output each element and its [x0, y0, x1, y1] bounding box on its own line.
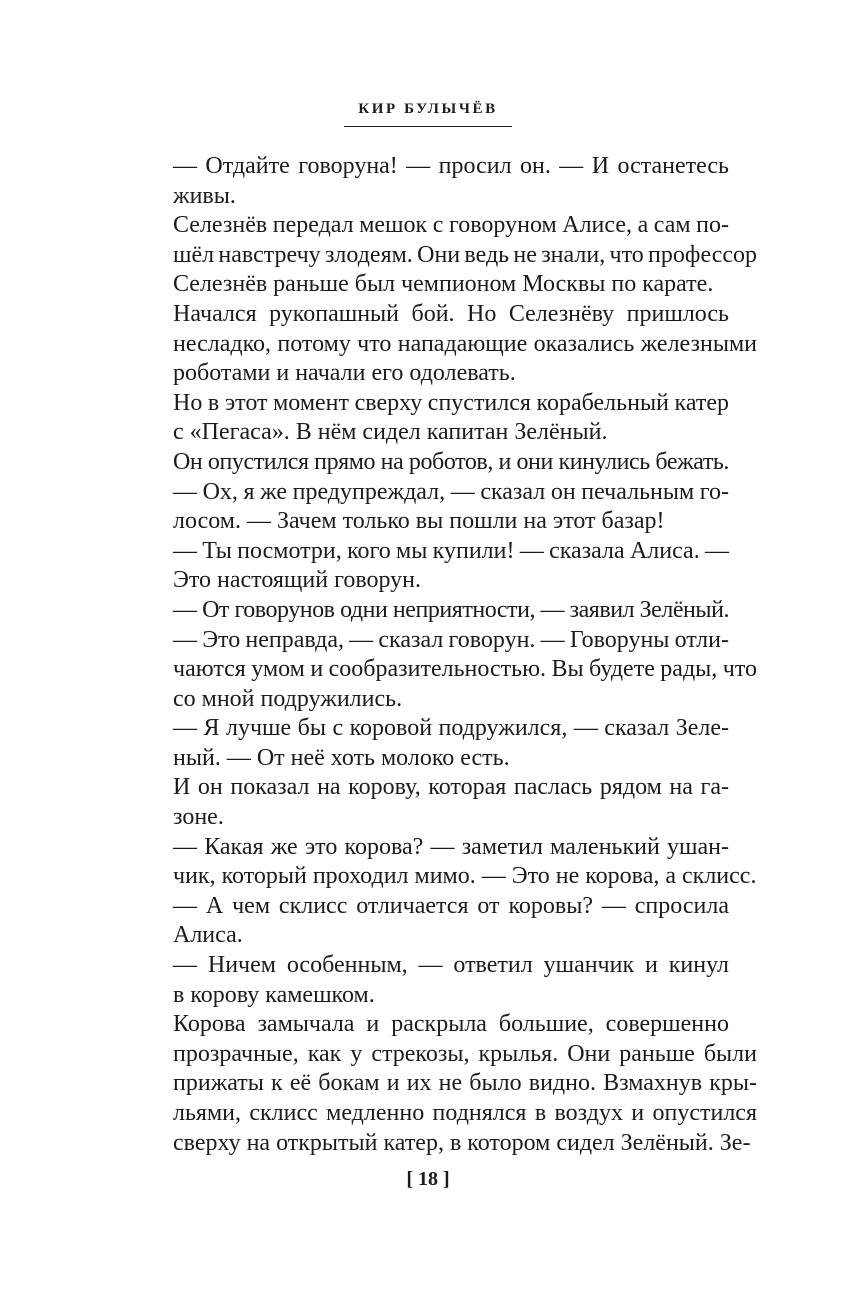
text-line: сверху на открытый катер, в котором сидел Зелёный. Зе- [173, 1129, 751, 1156]
text-line: Алиса. [173, 922, 243, 949]
text-line: — Отдайте говоруна! — просил он. — И останетесь [173, 153, 729, 179]
paragraph [145, 389, 757, 448]
text-line: лосом. — Зачем только вы пошли на этот базар! [173, 508, 665, 535]
text-line: с «Пегаса». В нём сидел капитан Зелёный. [173, 419, 608, 446]
text-line: И он показал на корову, которая паслась рядом на га- [173, 774, 729, 801]
text-line: — От говорунов одни неприятности, — заявил Зелёный. [173, 596, 729, 623]
text-line: в корову камешком. [173, 981, 375, 1008]
text-line: — Я лучше бы с коровой подружился, — сказал Зеле- [173, 715, 729, 742]
paragraph [145, 300, 757, 389]
paragraph [145, 448, 757, 478]
paragraph [145, 714, 757, 773]
text-line: Корова замычала и раскрыла большие, совершенно [173, 1011, 729, 1038]
text-line: — Ничем особенным, — ответил ушанчик и кинул [173, 952, 729, 979]
text-line: прижаты к её бокам и их не было видно. Взмахнув кры- [173, 1070, 757, 1097]
paragraph [145, 211, 757, 300]
text-line: Селезнёв раньше был чемпионом Москвы по карате. [173, 271, 714, 298]
body-text [145, 152, 757, 1158]
text-line: — Ох, я же предупреждал, — сказал он печальным го- [173, 478, 729, 505]
paragraph [145, 478, 757, 537]
paragraph [145, 152, 757, 211]
paragraph [145, 951, 757, 1010]
paragraph [145, 773, 757, 832]
paragraph [145, 833, 757, 892]
text-line: — Это неправда, — сказал говорун. — Говоруны отли- [173, 626, 729, 653]
paragraph [145, 596, 757, 626]
running-title: КИР БУЛЫЧЁВ [344, 101, 511, 127]
paragraph [145, 892, 757, 951]
text-line: чаются умом и сообразительностью. Вы будете рады, что [173, 656, 758, 683]
text-line: Это настоящий говорун. [173, 567, 422, 594]
text-line: Он опустился прямо на роботов, и они кинулись бежать. [173, 448, 729, 475]
running-head [0, 98, 856, 127]
text-line: роботами и начали его одолевать. [173, 360, 516, 387]
text-line: — Какая же это корова? — заметил маленький ушан- [173, 833, 729, 860]
text-line: — А чем склисс отличается от коровы? — спросила [173, 892, 729, 919]
text-line: живы. [173, 182, 236, 209]
text-line: зоне. [173, 804, 224, 831]
text-line: льями, склисс медленно поднялся в воздух и опустился [173, 1100, 757, 1126]
text-line: ный. — От неё хоть молоко есть. [173, 744, 510, 771]
paragraph [145, 1010, 757, 1158]
page-number: [ 18 ] [406, 1168, 450, 1190]
text-line: — Ты посмотри, кого мы купили! — сказала Алиса. — [173, 537, 729, 564]
paragraph [145, 537, 757, 596]
text-line: несладко, потому что нападающие оказались железными [173, 330, 757, 357]
paragraph [145, 626, 757, 715]
text-line: Но в этот момент сверху спустился корабельный катер [173, 389, 729, 416]
text-line: чик, который проходил мимо. — Это не корова, а склисс. [173, 863, 757, 890]
text-line: Селезнёв передал мешок с говоруном Алисе, а сам по- [173, 212, 729, 239]
text-line: прозрачные, как у стрекозы, крылья. Они раньше были [173, 1040, 757, 1067]
text-line: со мной подружились. [173, 685, 403, 712]
text-line: Начался рукопашный бой. Но Селезнёву пришлось [173, 300, 729, 327]
text-line: шёл навстречу злодеям. Они ведь не знали, что профессор [173, 241, 757, 268]
